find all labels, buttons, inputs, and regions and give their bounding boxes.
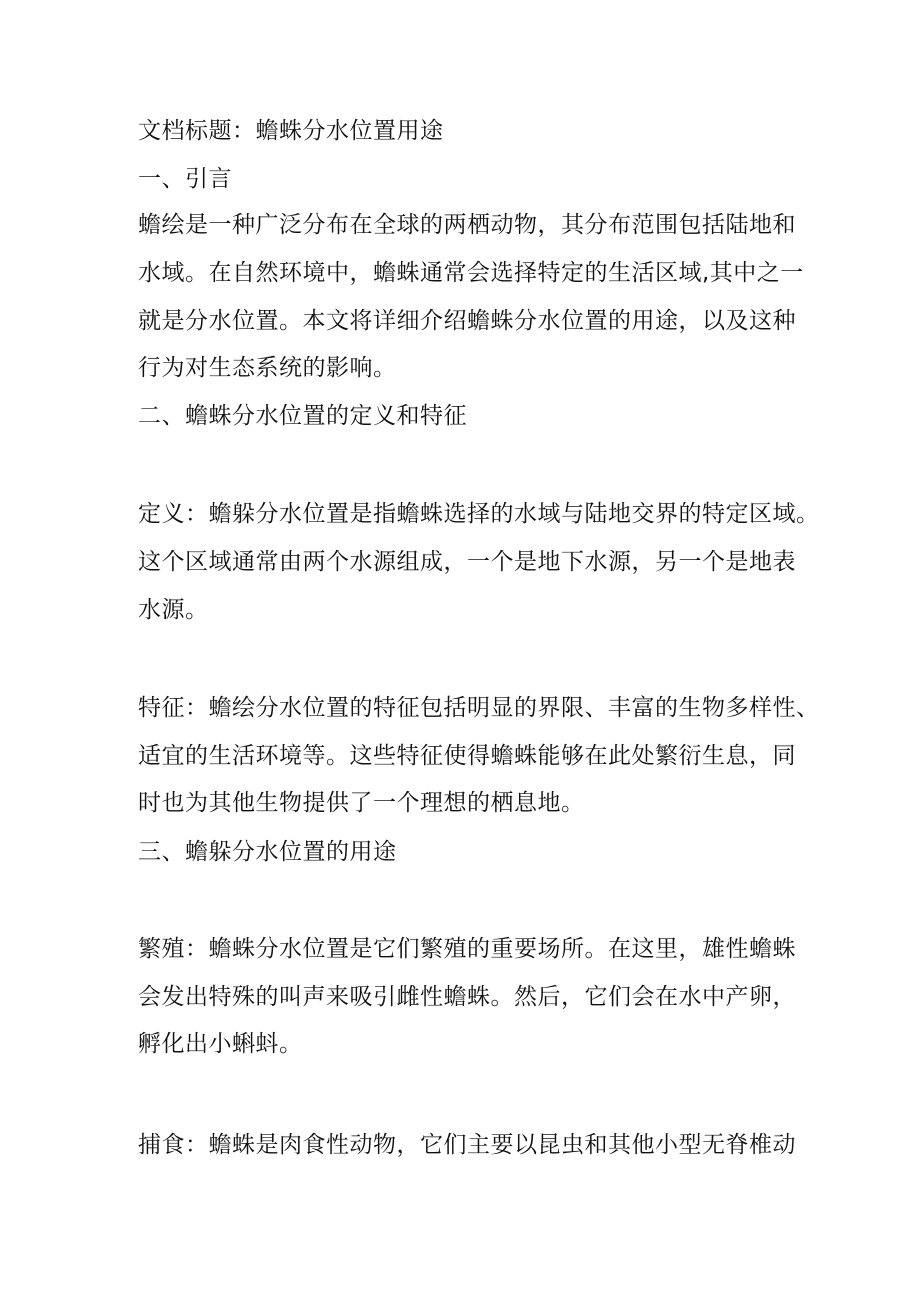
intro-line-3: 就是分水位置。本文将详细介绍蟾蛛分水位置的用途，以及这种 bbox=[138, 308, 796, 334]
section1-heading: 一、引言 bbox=[138, 166, 232, 192]
section2-heading: 二、蟾蛛分水位置的定义和特征 bbox=[138, 403, 467, 429]
breeding-line-3: 孵化出小蝌蚪。 bbox=[138, 1031, 303, 1057]
breeding-line-1: 繁殖：蟾蛛分水位置是它们繁殖的重要场所。在这里，雄性蟾蛛 bbox=[138, 936, 796, 962]
feature-line-1: 特征：蟾绘分水位置的特征包括明显的界限、丰富的生物多样性、 bbox=[138, 695, 820, 721]
feature-line-3: 时也为其他生物提供了一个理想的栖息地。 bbox=[138, 790, 585, 816]
definition-line-3: 水源。 bbox=[138, 597, 209, 623]
hunting-line-1: 捕食：蟾蛛是肉食性动物，它们主要以昆虫和其他小型无脊椎动 bbox=[138, 1132, 796, 1158]
definition-line-2: 这个区域通常由两个水源组成，一个是地下水源，另一个是地表 bbox=[138, 549, 796, 575]
document-title: 文档标题：蟾蛛分水位置用途 bbox=[138, 118, 444, 144]
definition-line-1: 定义：蟾躲分水位置是指蟾蛛选择的水域与陆地交界的特定区域。 bbox=[138, 501, 820, 527]
intro-line-1: 蟾绘是一种广泛分布在全球的两栖动物，其分布范围包括陆地和 bbox=[138, 212, 796, 238]
feature-line-2: 适宜的生活环境等。这些特征使得蟾蛛能够在此处繁衍生息，同 bbox=[138, 743, 796, 769]
intro-line-2: 水域。在自然环境中，蟾蛛通常会选择特定的生活区域,其中之一 bbox=[138, 260, 804, 286]
intro-line-4: 行为对生态系统的影响。 bbox=[138, 355, 397, 381]
section3-heading: 三、蟾躲分水位置的用途 bbox=[138, 839, 397, 865]
breeding-line-2: 会发出特殊的叫声来吸引雌性蟾蛛。然后，它们会在水中产卵， bbox=[138, 984, 796, 1010]
